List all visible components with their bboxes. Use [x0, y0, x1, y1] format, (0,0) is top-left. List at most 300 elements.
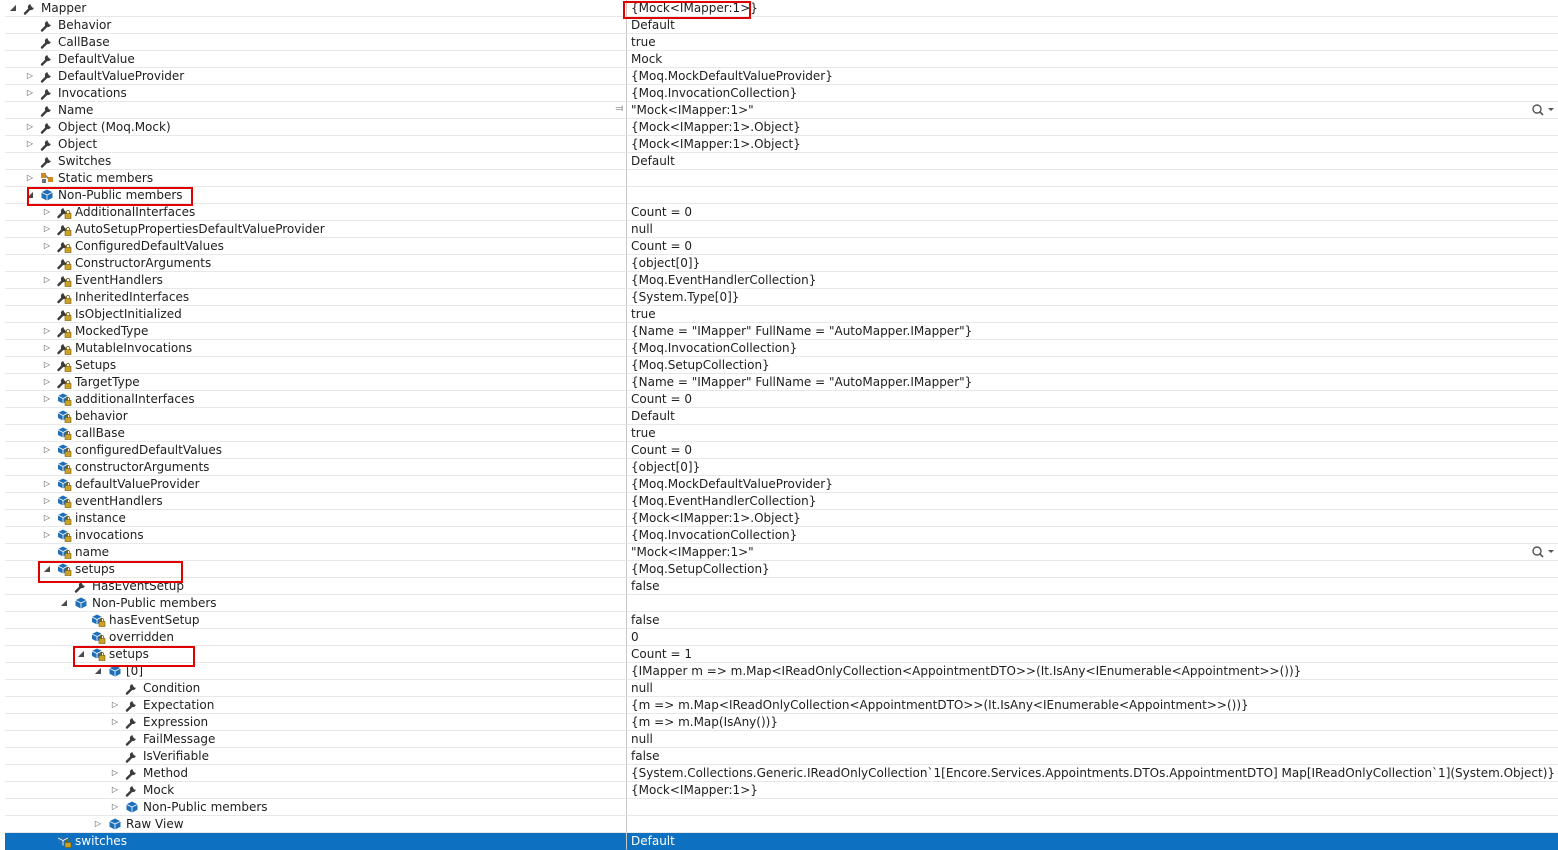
tree-row[interactable]	[0, 323, 1558, 340]
name-cell[interactable]	[5, 816, 627, 833]
wrench-icon	[39, 68, 55, 84]
member-name: invocations	[75, 528, 144, 542]
expand-arrow-icon[interactable]: ▷	[43, 224, 51, 233]
wrench-icon	[39, 34, 55, 50]
pin-icon[interactable]: ⫤	[615, 103, 623, 114]
expand-arrow-icon[interactable]: ▷	[26, 139, 34, 148]
field-lock-icon	[56, 459, 72, 475]
name-cell[interactable]	[5, 578, 627, 595]
member-value: "Mock<IMapper:1>"	[631, 545, 754, 559]
tree-row[interactable]	[0, 595, 1558, 612]
tree-row[interactable]	[0, 680, 1558, 697]
tree-row[interactable]	[0, 136, 1558, 153]
tree-row[interactable]	[0, 714, 1558, 731]
name-cell[interactable]	[5, 153, 627, 170]
field-lock-icon	[56, 408, 72, 424]
wrench-lock-icon	[56, 306, 72, 322]
member-value: {Moq.SetupCollection}	[631, 562, 770, 576]
value-cell[interactable]	[627, 697, 1558, 714]
name-cell[interactable]	[5, 544, 627, 561]
value-cell[interactable]	[627, 748, 1558, 765]
member-value: true	[631, 35, 656, 49]
name-cell[interactable]	[5, 782, 627, 799]
value-cell[interactable]	[627, 357, 1558, 374]
value-cell[interactable]	[627, 153, 1558, 170]
wrench-lock-icon	[56, 238, 72, 254]
member-name: Method	[143, 766, 189, 780]
member-name: ConstructorArguments	[75, 256, 212, 270]
value-cell[interactable]	[627, 119, 1558, 136]
value-cell[interactable]	[627, 476, 1558, 493]
name-cell[interactable]	[5, 408, 627, 425]
tree-row[interactable]	[0, 85, 1558, 102]
collapse-arrow-icon[interactable]: ◢	[9, 3, 17, 12]
expand-arrow-icon[interactable]: ▷	[43, 394, 51, 403]
name-cell[interactable]	[5, 714, 627, 731]
member-name: additionalInterfaces	[75, 392, 195, 406]
expand-arrow-icon[interactable]: ▷	[43, 377, 51, 386]
member-name: CallBase	[58, 35, 110, 49]
value-cell[interactable]	[627, 323, 1558, 340]
member-name: Mapper	[41, 1, 87, 15]
member-name: IsObjectInitialized	[75, 307, 182, 321]
name-cell[interactable]	[5, 459, 627, 476]
expand-arrow-icon[interactable]: ▷	[43, 530, 51, 539]
wrench-icon	[39, 85, 55, 101]
member-name: setups	[75, 562, 115, 576]
expand-arrow-icon[interactable]: ▷	[111, 717, 119, 726]
tree-row[interactable]	[0, 17, 1558, 34]
cube-icon	[39, 187, 55, 203]
name-cell[interactable]	[5, 17, 627, 34]
member-name: TargetType	[75, 375, 140, 389]
member-name: [0]	[126, 664, 143, 678]
tree-row[interactable]	[0, 799, 1558, 816]
field-lock-icon	[56, 476, 72, 492]
field-lock-icon	[56, 493, 72, 509]
value-cell[interactable]	[627, 731, 1558, 748]
tree-row[interactable]	[0, 425, 1558, 442]
tree-row[interactable]	[0, 255, 1558, 272]
field-lock-icon	[90, 612, 106, 628]
expand-arrow-icon[interactable]: ▷	[43, 360, 51, 369]
wrench-icon	[39, 119, 55, 135]
expand-arrow-icon[interactable]: ▷	[43, 275, 51, 284]
member-value: Count = 0	[631, 205, 692, 219]
tree-row[interactable]	[0, 510, 1558, 527]
collapse-arrow-icon[interactable]: ◢	[60, 598, 68, 607]
field-lock-icon	[90, 646, 106, 662]
value-cell[interactable]	[627, 561, 1558, 578]
wrench-lock-icon	[56, 323, 72, 339]
wrench-lock-icon	[56, 255, 72, 271]
member-name: AutoSetupPropertiesDefaultValueProvider	[75, 222, 325, 236]
wrench-lock-icon	[56, 272, 72, 288]
member-name: MutableInvocations	[75, 341, 193, 355]
member-value: {Name = "IMapper" FullName = "AutoMapper.IMapper"}	[631, 324, 973, 338]
wrench-icon	[39, 51, 55, 67]
member-value: {m => m.Map<IReadOnlyCollection<AppointmentDTO>>(It.IsAny<IEnumerable<Appointment>>())}	[631, 698, 1249, 712]
name-cell[interactable]	[5, 68, 627, 85]
name-cell[interactable]	[5, 425, 627, 442]
tree-row[interactable]	[0, 391, 1558, 408]
tree-row[interactable]	[0, 663, 1558, 680]
name-cell[interactable]	[5, 374, 627, 391]
wrench-icon	[39, 153, 55, 169]
expand-arrow-icon[interactable]: ▷	[26, 173, 34, 182]
value-cell[interactable]	[627, 170, 1558, 187]
name-cell[interactable]	[5, 442, 627, 459]
wrench-icon	[39, 17, 55, 33]
value-cell[interactable]	[627, 289, 1558, 306]
name-cell[interactable]	[5, 595, 627, 612]
name-cell[interactable]	[5, 170, 627, 187]
expand-arrow-icon[interactable]: ▷	[43, 496, 51, 505]
value-cell[interactable]	[627, 17, 1558, 34]
expand-arrow-icon[interactable]: ▷	[111, 768, 119, 777]
tree-row[interactable]	[0, 833, 1558, 850]
expand-arrow-icon[interactable]: ▷	[111, 700, 119, 709]
member-value: {Mock<IMapper:1>}	[631, 783, 758, 797]
tree-row[interactable]	[0, 340, 1558, 357]
member-name: Static members	[58, 171, 154, 185]
member-value: {Moq.InvocationCollection}	[631, 86, 798, 100]
field-lock-icon	[56, 527, 72, 543]
value-cell[interactable]	[627, 204, 1558, 221]
tree-row[interactable]	[0, 306, 1558, 323]
member-name: Expectation	[143, 698, 215, 712]
wrench-lock-icon	[56, 289, 72, 305]
expand-arrow-icon[interactable]: ▷	[43, 513, 51, 522]
value-cell[interactable]	[627, 340, 1558, 357]
tree-row[interactable]	[0, 527, 1558, 544]
tree-row[interactable]	[0, 34, 1558, 51]
value-cell[interactable]	[627, 85, 1558, 102]
member-name: Non-Public members	[92, 596, 217, 610]
name-cell[interactable]	[5, 765, 627, 782]
value-cell[interactable]	[627, 782, 1558, 799]
name-cell[interactable]	[5, 476, 627, 493]
member-name: hasEventSetup	[109, 613, 200, 627]
member-value: 0	[631, 630, 639, 644]
value-cell[interactable]	[627, 765, 1558, 782]
value-cell[interactable]	[627, 493, 1558, 510]
name-cell[interactable]	[5, 493, 627, 510]
value-cell[interactable]	[627, 306, 1558, 323]
collapse-arrow-icon[interactable]: ◢	[77, 649, 85, 658]
field-lock-icon	[56, 425, 72, 441]
tree-row[interactable]	[0, 765, 1558, 782]
member-name: EventHandlers	[75, 273, 163, 287]
member-name: DefaultValueProvider	[58, 69, 185, 83]
member-value: false	[631, 579, 660, 593]
tree-row[interactable]	[0, 578, 1558, 595]
name-cell[interactable]	[5, 51, 627, 68]
name-cell[interactable]	[5, 629, 627, 646]
member-value: null	[631, 732, 653, 746]
member-value: false	[631, 749, 660, 763]
member-value: Default	[631, 18, 675, 32]
member-value: {System.Collections.Generic.IReadOnlyCollection`1[Encore.Services.Appointments.DTOs.AppointmentDTO] Map[IReadOnlyCollection`1](System.Object)}	[631, 766, 1556, 780]
member-name: instance	[75, 511, 126, 525]
value-cell[interactable]	[627, 425, 1558, 442]
member-name: defaultValueProvider	[75, 477, 200, 491]
wrench-icon	[124, 765, 140, 781]
value-cell[interactable]	[627, 408, 1558, 425]
member-name: Name	[58, 103, 94, 117]
tree-row[interactable]	[0, 612, 1558, 629]
value-cell[interactable]	[627, 527, 1558, 544]
name-cell[interactable]	[5, 561, 627, 578]
member-name: AdditionalInterfaces	[75, 205, 196, 219]
visualizer-search-icon[interactable]	[1530, 102, 1556, 118]
member-value: "Mock<IMapper:1>"	[631, 103, 754, 117]
collapse-arrow-icon[interactable]: ◢	[43, 564, 51, 573]
value-cell[interactable]	[627, 510, 1558, 527]
name-cell[interactable]	[5, 289, 627, 306]
tree-row[interactable]	[0, 374, 1558, 391]
name-cell[interactable]	[5, 646, 627, 663]
name-cell[interactable]	[5, 510, 627, 527]
expand-arrow-icon[interactable]: ▷	[26, 88, 34, 97]
member-name: Condition	[143, 681, 201, 695]
value-cell[interactable]	[627, 612, 1558, 629]
value-cell[interactable]	[627, 255, 1558, 272]
member-name: HasEventSetup	[92, 579, 184, 593]
collapse-arrow-icon[interactable]: ◢	[26, 190, 34, 199]
name-cell[interactable]	[5, 238, 627, 255]
name-cell[interactable]	[5, 272, 627, 289]
tree-row[interactable]	[0, 493, 1558, 510]
member-name: Non-Public members	[58, 188, 183, 202]
name-cell[interactable]	[5, 357, 627, 374]
tree-row[interactable]	[0, 272, 1558, 289]
expand-arrow-icon[interactable]: ▷	[43, 326, 51, 335]
value-cell[interactable]	[627, 799, 1558, 816]
tree-row[interactable]	[0, 782, 1558, 799]
member-value: {Mock<IMapper:1>.Object}	[631, 137, 801, 151]
tree-row[interactable]	[0, 51, 1558, 68]
name-cell[interactable]	[5, 527, 627, 544]
value-cell[interactable]	[627, 833, 1558, 850]
name-cell[interactable]	[5, 323, 627, 340]
name-cell[interactable]	[5, 119, 627, 136]
tree-row[interactable]	[0, 119, 1558, 136]
tree-row[interactable]	[0, 544, 1558, 561]
name-cell[interactable]	[5, 748, 627, 765]
tree-row[interactable]	[0, 459, 1558, 476]
name-cell[interactable]	[5, 102, 627, 119]
cube-icon	[124, 799, 140, 815]
member-name: Setups	[75, 358, 117, 372]
member-name: Object (Moq.Mock)	[58, 120, 171, 134]
value-cell[interactable]	[627, 187, 1558, 204]
tree-row[interactable]	[0, 68, 1558, 85]
tree-row[interactable]	[0, 357, 1558, 374]
tree-row[interactable]	[0, 153, 1558, 170]
value-cell[interactable]	[627, 68, 1558, 85]
expand-arrow-icon[interactable]: ▷	[43, 479, 51, 488]
name-cell[interactable]	[5, 731, 627, 748]
name-cell[interactable]	[5, 85, 627, 102]
field-lock-icon	[56, 833, 72, 849]
tree-row[interactable]	[0, 731, 1558, 748]
value-cell[interactable]	[627, 680, 1558, 697]
wrench-lock-icon	[56, 204, 72, 220]
wrench-icon	[124, 697, 140, 713]
member-name: configuredDefaultValues	[75, 443, 223, 457]
member-name: Switches	[58, 154, 112, 168]
member-name: IsVerifiable	[143, 749, 209, 763]
member-value: {Mock<IMapper:1>.Object}	[631, 120, 801, 134]
tree-row[interactable]	[0, 102, 1558, 119]
tree-row[interactable]	[0, 748, 1558, 765]
value-cell[interactable]	[627, 663, 1558, 680]
member-value: {System.Type[0]}	[631, 290, 740, 304]
name-cell[interactable]	[5, 34, 627, 51]
field-lock-icon	[56, 561, 72, 577]
name-cell[interactable]	[5, 221, 627, 238]
tree-row[interactable]	[0, 187, 1558, 204]
name-cell[interactable]	[5, 255, 627, 272]
expand-arrow-icon[interactable]: ▷	[94, 819, 102, 828]
expand-arrow-icon[interactable]: ▷	[43, 241, 51, 250]
member-value: null	[631, 222, 653, 236]
value-cell[interactable]	[627, 442, 1558, 459]
field-lock-icon	[56, 391, 72, 407]
member-value: {IMapper m => m.Map<IReadOnlyCollection<AppointmentDTO>>(It.IsAny<IEnumerable<Appointment>>())}	[631, 664, 1302, 678]
value-cell[interactable]	[627, 714, 1558, 731]
member-name: name	[75, 545, 110, 559]
name-cell[interactable]	[5, 306, 627, 323]
static-members-icon	[39, 170, 55, 186]
expand-arrow-icon[interactable]: ▷	[26, 122, 34, 131]
value-cell[interactable]	[627, 629, 1558, 646]
wrench-icon	[39, 102, 55, 118]
name-cell[interactable]	[5, 187, 627, 204]
value-cell[interactable]	[627, 0, 1558, 17]
member-value: Mock	[631, 52, 663, 66]
member-value: {Moq.SetupCollection}	[631, 358, 770, 372]
member-value: {Moq.MockDefaultValueProvider}	[631, 69, 833, 83]
wrench-icon	[124, 782, 140, 798]
name-cell[interactable]	[5, 391, 627, 408]
value-cell[interactable]	[627, 272, 1558, 289]
tree-row[interactable]	[0, 646, 1558, 663]
name-cell[interactable]	[5, 340, 627, 357]
expand-arrow-icon[interactable]: ▷	[43, 445, 51, 454]
value-cell[interactable]	[627, 816, 1558, 833]
field-lock-icon	[56, 510, 72, 526]
tree-row[interactable]	[0, 238, 1558, 255]
member-value: {Moq.InvocationCollection}	[631, 528, 798, 542]
tree-row[interactable]	[0, 0, 1558, 17]
wrench-lock-icon	[56, 374, 72, 390]
name-cell[interactable]	[5, 697, 627, 714]
tree-row[interactable]	[0, 476, 1558, 493]
value-cell[interactable]	[627, 595, 1558, 612]
tree-row[interactable]	[0, 629, 1558, 646]
member-name: constructorArguments	[75, 460, 210, 474]
name-cell[interactable]	[5, 680, 627, 697]
member-value: {Moq.EventHandlerCollection}	[631, 494, 817, 508]
collapse-arrow-icon[interactable]: ◢	[94, 666, 102, 675]
member-value: Default	[631, 154, 675, 168]
member-name: DefaultValue	[58, 52, 135, 66]
tree-row[interactable]	[0, 408, 1558, 425]
value-cell[interactable]	[627, 646, 1558, 663]
wrench-icon	[39, 136, 55, 152]
value-cell[interactable]	[627, 391, 1558, 408]
tree-row[interactable]	[0, 816, 1558, 833]
name-cell[interactable]	[5, 0, 627, 17]
field-lock-icon	[56, 442, 72, 458]
member-name: MockedType	[75, 324, 149, 338]
value-cell[interactable]	[627, 136, 1558, 153]
name-cell[interactable]	[5, 663, 627, 680]
expand-arrow-icon[interactable]: ▷	[43, 343, 51, 352]
expand-arrow-icon[interactable]: ▷	[26, 71, 34, 80]
value-cell[interactable]	[627, 102, 1558, 119]
value-cell[interactable]	[627, 578, 1558, 595]
member-value: {Moq.InvocationCollection}	[631, 341, 798, 355]
member-name: ConfiguredDefaultValues	[75, 239, 224, 253]
member-value: {Mock<IMapper:1>}	[631, 1, 758, 15]
tree-row[interactable]	[0, 204, 1558, 221]
name-cell[interactable]	[5, 136, 627, 153]
member-value: Count = 0	[631, 392, 692, 406]
member-value: {object[0]}	[631, 460, 701, 474]
tree-row[interactable]	[0, 170, 1558, 187]
name-cell[interactable]	[5, 612, 627, 629]
member-name: Raw View	[126, 817, 184, 831]
tree-row[interactable]	[0, 289, 1558, 306]
member-value: {Name = "IMapper" FullName = "AutoMapper.IMapper"}	[631, 375, 973, 389]
expand-arrow-icon[interactable]: ▷	[111, 802, 119, 811]
expand-arrow-icon[interactable]: ▷	[43, 207, 51, 216]
tree-row[interactable]	[0, 442, 1558, 459]
member-value: Count = 0	[631, 239, 692, 253]
member-value: {m => m.Map(IsAny())}	[631, 715, 778, 729]
member-value: Default	[631, 409, 675, 423]
member-name: Mock	[143, 783, 175, 797]
value-cell[interactable]	[627, 374, 1558, 391]
cube-icon	[107, 816, 123, 832]
value-cell[interactable]	[627, 238, 1558, 255]
value-cell[interactable]	[627, 34, 1558, 51]
member-name: Invocations	[58, 86, 127, 100]
value-cell[interactable]	[627, 51, 1558, 68]
wrench-icon	[124, 680, 140, 696]
member-value: false	[631, 613, 660, 627]
wrench-icon	[124, 731, 140, 747]
tree-row[interactable]	[0, 221, 1558, 238]
member-value: Count = 0	[631, 443, 692, 457]
name-cell[interactable]	[5, 799, 627, 816]
expand-arrow-icon[interactable]: ▷	[111, 785, 119, 794]
value-cell[interactable]	[627, 459, 1558, 476]
value-cell[interactable]	[627, 544, 1558, 561]
value-cell[interactable]	[627, 221, 1558, 238]
tree-row[interactable]	[0, 697, 1558, 714]
name-cell[interactable]	[5, 204, 627, 221]
wrench-lock-icon	[56, 357, 72, 373]
member-name: FailMessage	[143, 732, 216, 746]
visualizer-search-icon[interactable]	[1530, 544, 1556, 560]
cube-icon	[107, 663, 123, 679]
tree-row[interactable]	[0, 561, 1558, 578]
name-cell[interactable]	[5, 833, 627, 850]
